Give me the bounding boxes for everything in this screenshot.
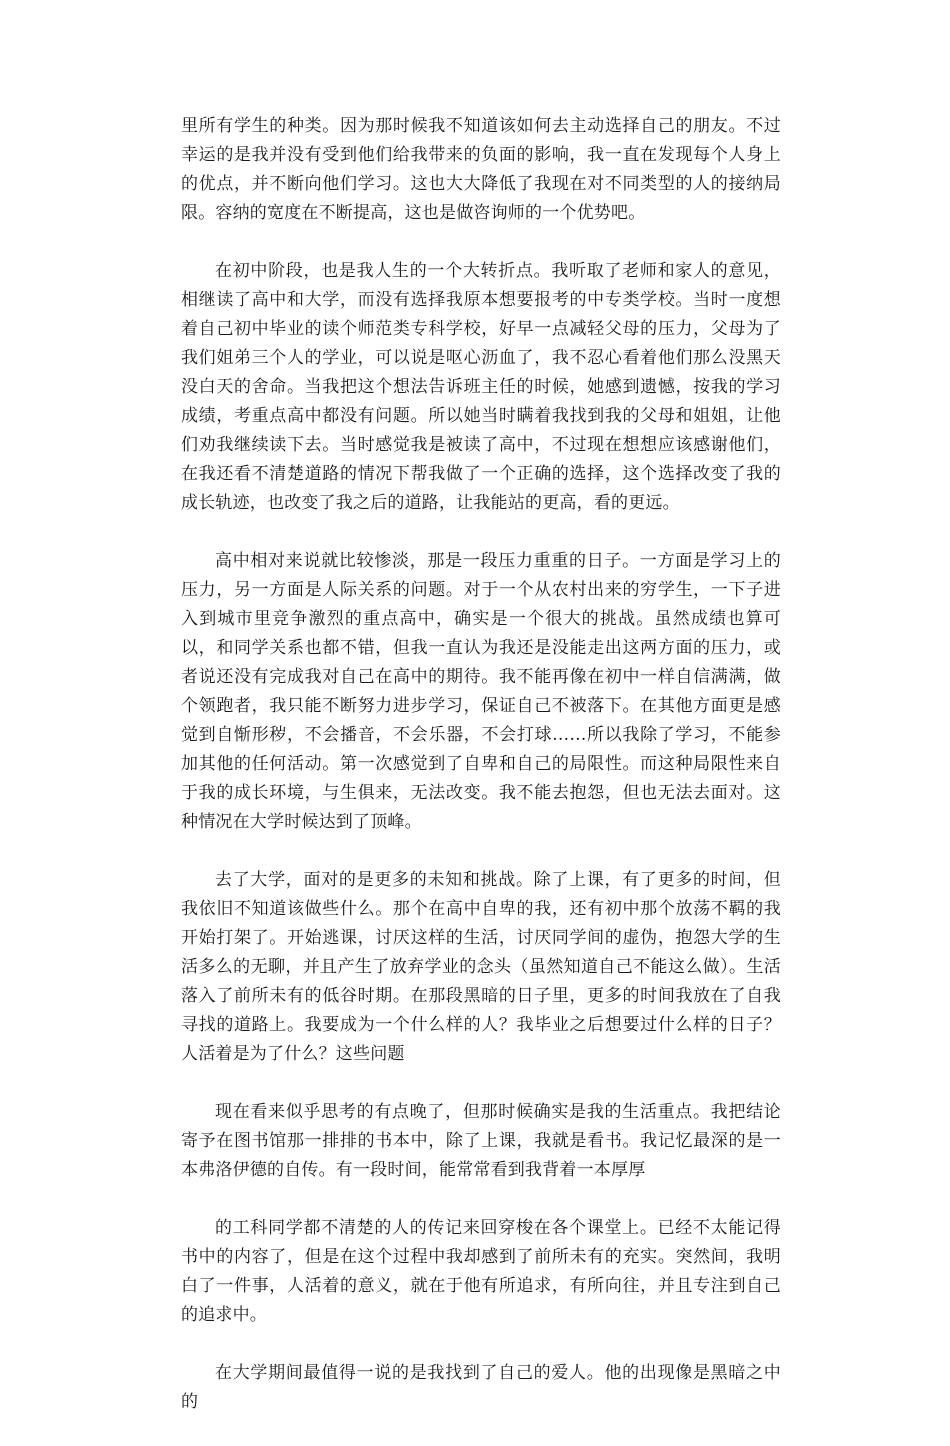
- document-page: [181, 112, 781, 1446]
- paragraph-6: 的工科同学都不清楚的人的传记来回穿梭在各个课堂上。已经不太能记得书中的内容了，但是在这个过程中我却感到了前所未有的充实。突然间，我明白了一件事，人活着的意义，就在于他有所追求，有所向往，并且专注到自己的追求中。: [181, 1218, 781, 1325]
- paragraph-5: 现在看来似乎思考的有点晚了，但那时候确实是我的生活重点。我把结论寄予在图书馆那一排排的书本中，除了上课，我就是看书。我记忆最深的是一本弗洛伊德的自传。有一段时间，能常常看到我背着一本厚厚: [181, 1102, 781, 1180]
- paragraph-2: 在初中阶段，也是我人生的一个大转折点。我听取了老师和家人的意见，相继读了高中和大学，而没有选择我原本想要报考的中专类学校。当时一度想着自己初中毕业的读个师范类专科学校，好早一点减轻父母的压力，父母为了我们姐弟三个人的学业，可以说是呕心沥血了，我不忍心看着他们那么没黑天没白天的舍命。当我把这个想法告诉班主任的时候，她感到遗憾，按我的学习成绩，考重点高中都没有问题。所以她当时瞒着我找到我的父母和姐姐，让他们劝我继续读下去。当时感觉我是被读了高中，不过现在想想应该感谢他们，在我还看不清楚道路的情况下帮我做了一个正确的选择，这个选择改变了我的成长轨迹，也改变了我之后的道路，让我能站的更高，看的更远。: [181, 261, 781, 513]
- paragraph-1: 里所有学生的种类。因为那时候我不知道该如何去主动选择自己的朋友。不过幸运的是我并没有受到他们给我带来的负面的影响，我一直在发现每个人身上的优点，并不断向他们学习。这也大大降低了我现在对不同类型的人的接纳局限。容纳的宽度在不断提高，这也是做咨询师的一个优势吧。: [181, 116, 781, 223]
- paragraph-7: 在大学期间最值得一说的是我找到了自己的爱人。他的出现像是黑暗之中的: [181, 1363, 781, 1412]
- paragraph-4: 去了大学，面对的是更多的未知和挑战。除了上课，有了更多的时间，但我依旧不知道该做些什么。那个在高中自卑的我，还有初中那个放荡不羁的我开始打架了。开始逃课，讨厌这样的生活，讨厌同学间的虚伪，抱怨大学的生活多么的无聊，并且产生了放弃学业的念头（虽然知道自己不能这么做）。生活落入了前所未有的低谷时期。在那段黑暗的日子里，更多的时间我放在了自我寻找的道路上。我要成为一个什么样的人？我毕业之后想要过什么样的日子？人活着是为了什么？这些问题: [181, 870, 781, 1064]
- paragraph-3: 高中相对来说就比较惨淡，那是一段压力重重的日子。一方面是学习上的压力，另一方面是人际关系的问题。对于一个从农村出来的穷学生，一下子进入到城市里竞争激烈的重点高中，确实是一个很大的挑战。虽然成绩也算可以，和同学关系也都不错，但我一直认为我还是没能走出这两方面的压力，或者说还没有完成我对自己在高中的期待。我不能再像在初中一样自信满满，做个领跑者，我只能不断努力进步学习，保证自己不被落下。在其他方面更是感觉到自惭形秽，不会播音，不会乐器，不会打球……所以我除了学习，不能参加其他的任何活动。第一次感觉到了自卑和自己的局限性。而这种局限性来自于我的成长环境，与生俱来，无法改变。我不能去抱怨，但也无法去面对。这种情况在大学时候达到了顶峰。: [181, 551, 781, 832]
